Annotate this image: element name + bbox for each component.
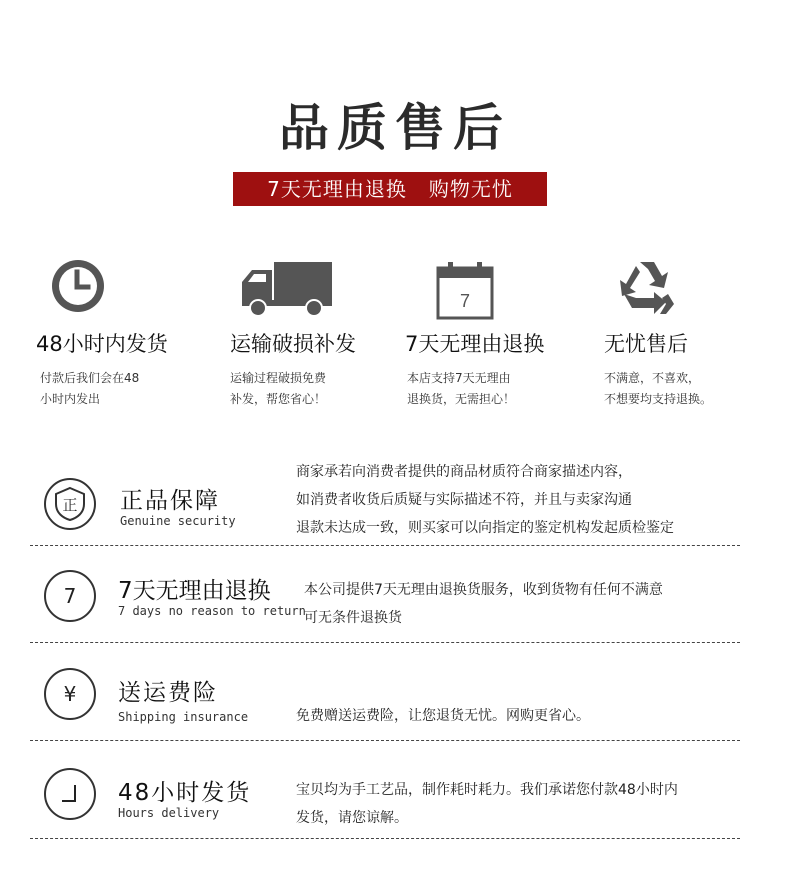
- section-hours-delivery: [30, 756, 740, 836]
- feature-title: 运输破损补发: [230, 332, 356, 356]
- feature-title: 无忧售后: [604, 332, 688, 356]
- number-seven-icon: 7: [44, 570, 96, 622]
- feature-title: 7天无理由退换: [405, 332, 545, 356]
- calendar-icon: [435, 260, 495, 324]
- feature-desc: 运输过程破损免费 补发，帮您省心！: [230, 371, 327, 406]
- feature-desc: 本店支持7天无理由 退换货，无需担心！: [407, 371, 516, 406]
- section-title: 送运费险: [118, 680, 218, 706]
- feature-title: 48小时内发货: [36, 332, 168, 356]
- recycle-icon: [616, 258, 678, 322]
- divider: [30, 838, 740, 839]
- section-desc: 商家承若向消费者提供的商品材质符合商家描述内容， 如消费者收货后质疑与实际描述不符，并且与卖家沟通 退款未达成一致，则买家可以向指定的鉴定机构发起质检鉴定: [296, 464, 674, 536]
- section-subtitle: Hours delivery: [118, 806, 220, 820]
- section-title: 7天无理由退换: [118, 578, 271, 604]
- section-shipping-insurance: [30, 658, 740, 738]
- feature-desc: 付款后我们会在48 小时内发出: [40, 371, 140, 406]
- section-desc: 本公司提供7天无理由退换货服务，收到货物有任何不满意 可无条件退换货: [304, 582, 663, 626]
- shield-icon: [44, 478, 96, 530]
- section-title: 48小时发货: [118, 780, 252, 806]
- section-title: 正品保障: [120, 488, 220, 514]
- divider: [30, 642, 740, 643]
- svg-text:正: 正: [62, 496, 78, 514]
- page-title: 品质售后: [279, 99, 511, 157]
- svg-text:7: 7: [459, 291, 471, 311]
- truck-icon: [240, 260, 334, 322]
- section-subtitle: 7 days no reason to return: [118, 604, 306, 618]
- corner-bracket-icon: [44, 768, 96, 820]
- divider: [30, 740, 740, 741]
- promo-banner: 7天无理由退换 购物无忧: [233, 172, 547, 206]
- feature-desc: 不满意，不喜欢， 不想要均支持退换。: [604, 371, 713, 406]
- section-desc: 宝贝均为手工艺品，制作耗时耗力。我们承诺您付款48小时内 发货，请您谅解。: [296, 782, 678, 826]
- clock-icon: [50, 258, 106, 318]
- yen-icon: ¥: [44, 668, 96, 720]
- section-subtitle: Shipping insurance: [118, 710, 249, 724]
- divider: [30, 545, 740, 546]
- section-desc: 免费赠送运费险，让您退货无忧。网购更省心。: [296, 708, 590, 724]
- section-genuine: [30, 458, 740, 544]
- section-subtitle: Genuine security: [120, 514, 236, 528]
- section-7day-return: [30, 560, 740, 640]
